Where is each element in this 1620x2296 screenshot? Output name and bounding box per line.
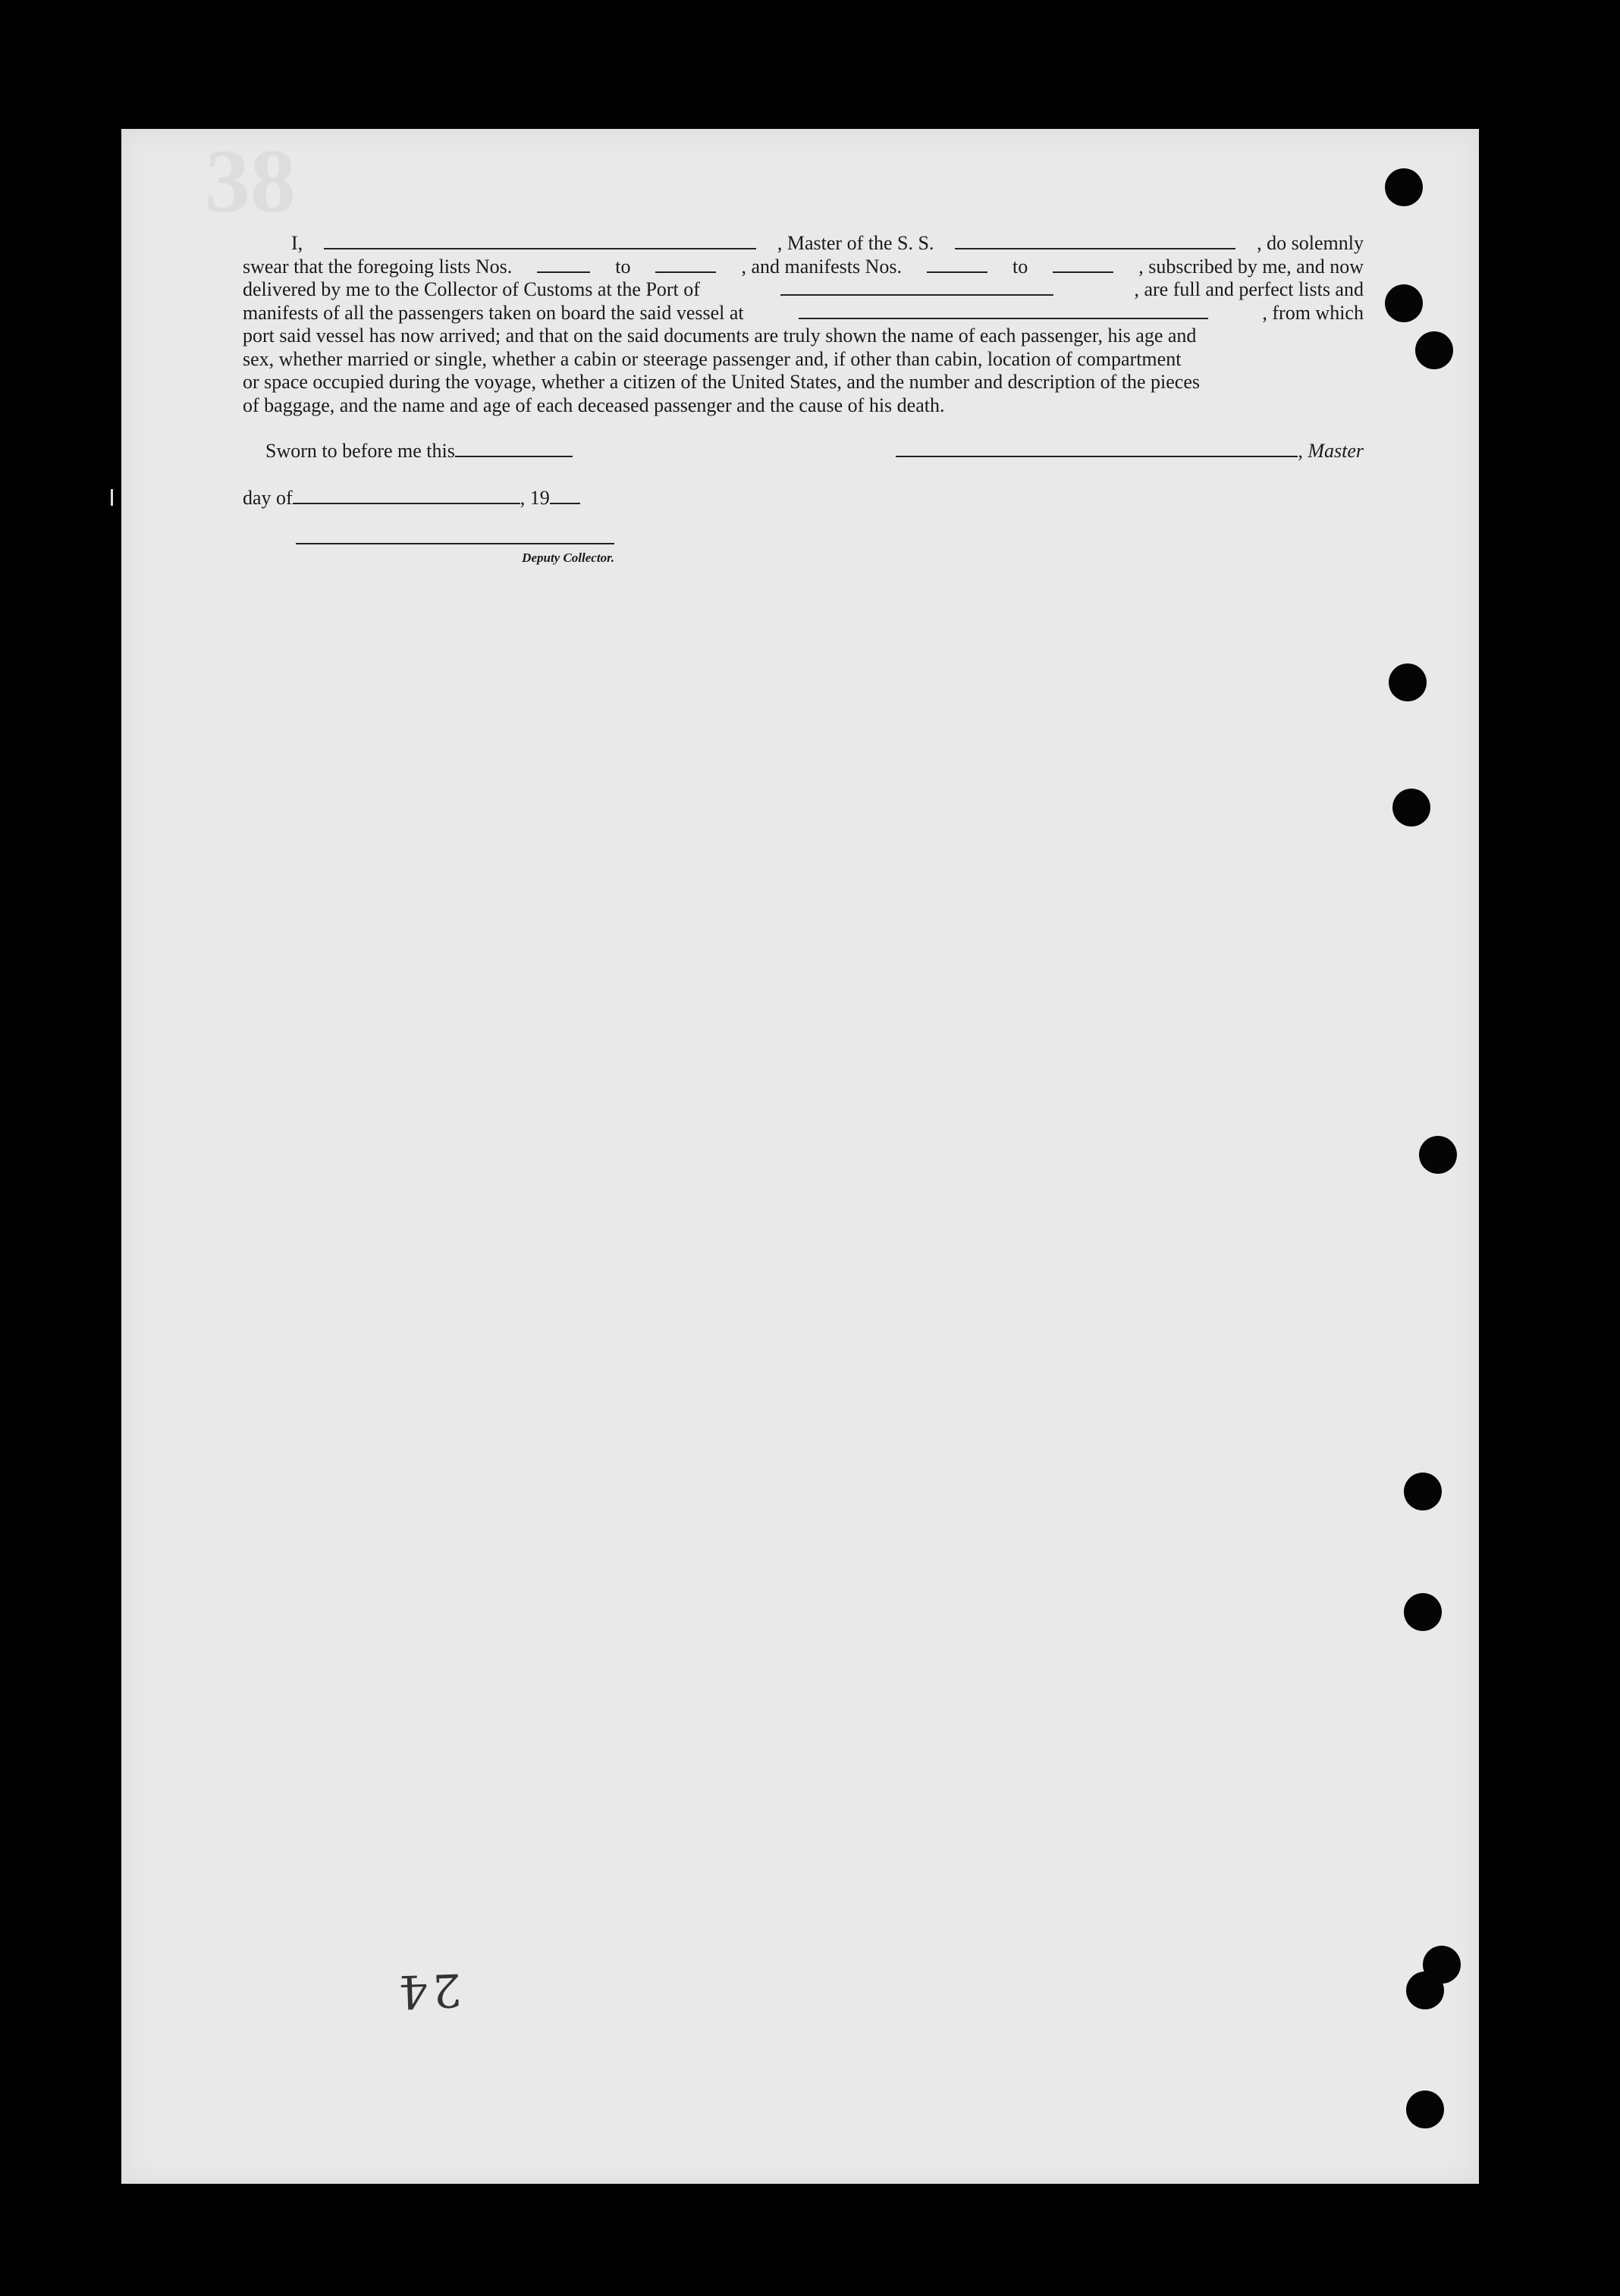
punch-hole — [1406, 2091, 1444, 2128]
scan-speck — [111, 489, 113, 506]
oath-text: , subscribed by me, and now — [1138, 255, 1364, 278]
year-blank — [550, 488, 580, 504]
master-label: , Master — [1298, 440, 1364, 462]
day-blank — [293, 488, 520, 504]
oath-text: swear that the foregoing lists Nos. — [243, 255, 513, 278]
sworn-text: Sworn to before me this — [265, 440, 455, 462]
embark-port-blank — [799, 303, 1208, 319]
master-signature — [896, 440, 1364, 463]
oath-line-6 — [243, 348, 1364, 372]
oath-text: delivered by me to the Collector of Customs at the Port of — [243, 278, 700, 300]
manifest-from-blank — [927, 256, 987, 273]
oath-line-5 — [243, 325, 1364, 348]
oath-paragraph — [243, 232, 1364, 417]
oath-line-8 — [243, 394, 1364, 418]
punch-hole — [1392, 789, 1430, 826]
bleed-through-mark: 38 — [205, 130, 296, 231]
oath-text: of baggage, and the name and age of each deceased passenger and the cause of his death. — [243, 394, 945, 416]
oath-line-3 — [243, 278, 1364, 302]
oath-text: , are full and perfect lists and — [1134, 278, 1364, 300]
oath-text: I, — [291, 232, 303, 254]
handwritten-number: 24 — [393, 1962, 463, 2018]
sworn-date-blank — [455, 441, 573, 457]
oath-text: or space occupied during the voyage, whether a citizen of the United States, and the number and description of the pieces — [243, 371, 1201, 393]
oath-line-2 — [243, 256, 1364, 279]
sworn-row — [243, 440, 1364, 463]
day-of-text: day of — [243, 487, 293, 509]
oath-text: , and manifests Nos. — [741, 255, 903, 278]
manifest-to-blank — [1053, 256, 1113, 273]
punch-hole — [1419, 1136, 1457, 1174]
punch-hole — [1404, 1473, 1442, 1510]
port-blank — [780, 279, 1053, 296]
oath-line-4 — [243, 302, 1364, 325]
year-text: , 19 — [520, 487, 550, 509]
oath-text: to — [615, 255, 631, 278]
master-signature-blank — [896, 441, 1298, 457]
oath-text: , do solemnly — [1257, 232, 1364, 254]
oath-line-1 — [243, 232, 1364, 256]
ship-name-blank — [955, 233, 1235, 249]
list-to-blank — [655, 256, 716, 273]
punch-hole — [1415, 331, 1453, 369]
oath-text: manifests of all the passengers taken on board the said vessel at — [243, 301, 744, 324]
oath-text: to — [1012, 255, 1028, 278]
list-from-blank — [537, 256, 590, 273]
form-paper — [121, 129, 1479, 2184]
master-name-blank — [324, 233, 756, 249]
oath-line-7 — [243, 371, 1364, 394]
punch-hole — [1389, 663, 1427, 701]
punch-hole — [1404, 1593, 1442, 1631]
punch-hole — [1385, 284, 1423, 322]
day-row — [243, 487, 1364, 510]
oath-text: port said vessel has now arrived; and that on the said documents are truly shown the name of each passenger, his age and — [243, 325, 1197, 347]
oath-text: , from which — [1262, 301, 1364, 324]
deputy-collector-label: Deputy Collector. — [296, 543, 614, 566]
oath-text: , Master of the S. S. — [777, 232, 934, 254]
punch-hole — [1385, 168, 1423, 206]
oath-text: sex, whether married or single, whether a cabin or steerage passenger and, if other than cabin, location of compartment — [243, 347, 1182, 370]
punch-hole — [1406, 1971, 1444, 2009]
